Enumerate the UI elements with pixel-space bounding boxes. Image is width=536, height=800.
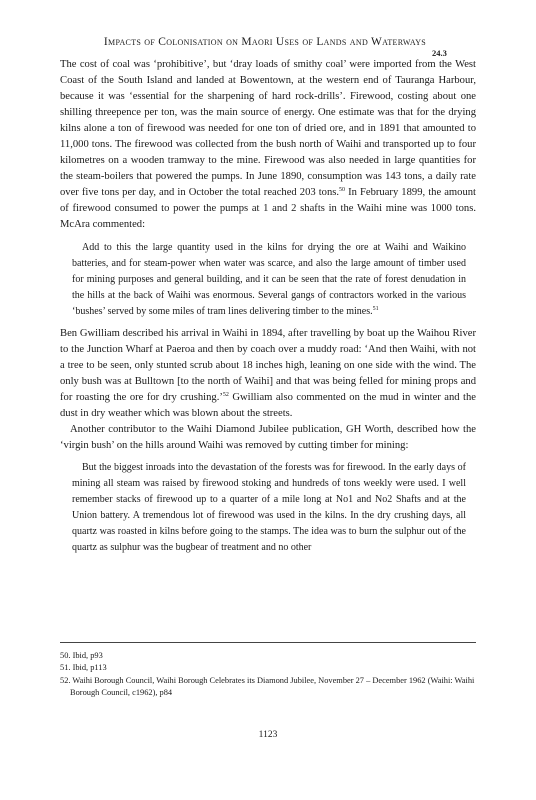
block-quote-1 bbox=[72, 240, 466, 320]
running-head: Impacts of Colonisation on Maori Uses of Lands and Waterways bbox=[103, 36, 427, 48]
paragraph-1-text-cont: In February 1899, the amount of firewood consumed to power the pumps at 1 and 2 shafts in the Waihi mine was 1000 tons. McAra commented: bbox=[60, 187, 476, 231]
footnote-50: 50. Ibid, p93 bbox=[60, 651, 103, 660]
footnotes bbox=[60, 650, 476, 699]
paragraph-2-text-cont: Gwilliam also commented on the mud in winter and the dust in dry weather which was blown about the streets. bbox=[60, 391, 476, 419]
footnote-ref-52[interactable]: 52 bbox=[222, 391, 229, 398]
paragraph-2-text: Ben Gwilliam described his arrival in Waihi in 1894, after travelling by boat up the Waihou River to the Junction Wharf at Paeroa and then by coach over a muddy road: ‘And then Waihi, with not a tree to be seen, only stunted scrub about 18 inches high, leaning on one side with the wind. The only bush was at Bulltown [to the north of Waihi] and that was being felled for mining props and for roasting the ore for dry crushing.’ bbox=[60, 327, 476, 403]
footnote-divider bbox=[60, 642, 476, 643]
footnote-52: 52. Waihi Borough Council, Waihi Borough Celebrates its Diamond Jubilee, November 27 – December 1962 (Waihi: Waihi Borough Council, c1962), p84 bbox=[60, 675, 475, 697]
page-number: 1123 bbox=[258, 730, 278, 740]
paragraph-3: Another contributor to the Waihi Diamond Jubilee publication, GH Worth, described how the ‘virgin bush’ on the hills around Waihi was removed by cutting timber for mining: bbox=[60, 424, 476, 452]
section-number: 24.3 bbox=[432, 48, 447, 58]
block-quote-2 bbox=[72, 460, 466, 556]
block-quote-1-text: Add to this the large quantity used in the kilns for drying the ore at Waihi and Waikino batteries, and for steam-power when water was scarce, and also the large amount of timber used for mining purposes and general building, and it can be seen that the rate of forest denudation in the hills at the back of Waihi was enormous. Several gangs of contractors worked in the various ‘bushes’ served by some miles of tram lines delivering timber to the mines. bbox=[72, 241, 466, 317]
footnote-ref-50[interactable]: 50 bbox=[339, 187, 346, 194]
footnote-ref-51[interactable]: 51 bbox=[372, 305, 379, 312]
paragraph-1 bbox=[60, 57, 476, 234]
body-text bbox=[60, 57, 476, 562]
paragraph-1-text: The cost of coal was ‘prohibitive’, but ‘dray loads of smithy coal’ were imported from the West Coast of the South Island and landed at Bowentown, at the western end of Tauranga Harbour, because it was ‘essential for the sharpening of hard rock-drills’. Firewood, costing about one shilling threepence per ton, was the main source of energy. One estimate was that for the drying kilns alone a ton of firewood was needed for one ton of dried ore, and in 1891 that amounted to 11,000 tons. The firewood was collected from the bush north of Waihi and transported up to four kilometres on a wooden tramway to the mine. Firewood was also needed in large quantities for the steam-boilers that powered the pumps. In June 1890, consumption was 143 tons, a daily rate over five tons per day, and in October the total reached 203 tons. bbox=[60, 59, 476, 199]
paragraph-2 bbox=[60, 326, 476, 422]
block-quote-2-text: But the biggest inroads into the devastation of the forests was for firewood. In the early days of mining all steam was raised by firewood stoking and hundreds of tons weekly were used. I well remember stacks of firewood up to a quarter of a mile long at No1 and No2 Shafts and at the Union battery. A tremendous lot of firewood was used in the kilns. In the dry crushing days, all quartz was roasted in kilns before going to the stamps. The idea was to burn the sulphur out of the quartz as sulphur was the bugbear of treatment and no other bbox=[72, 462, 466, 554]
footnote-51: 51. Ibid, p113 bbox=[60, 663, 107, 673]
